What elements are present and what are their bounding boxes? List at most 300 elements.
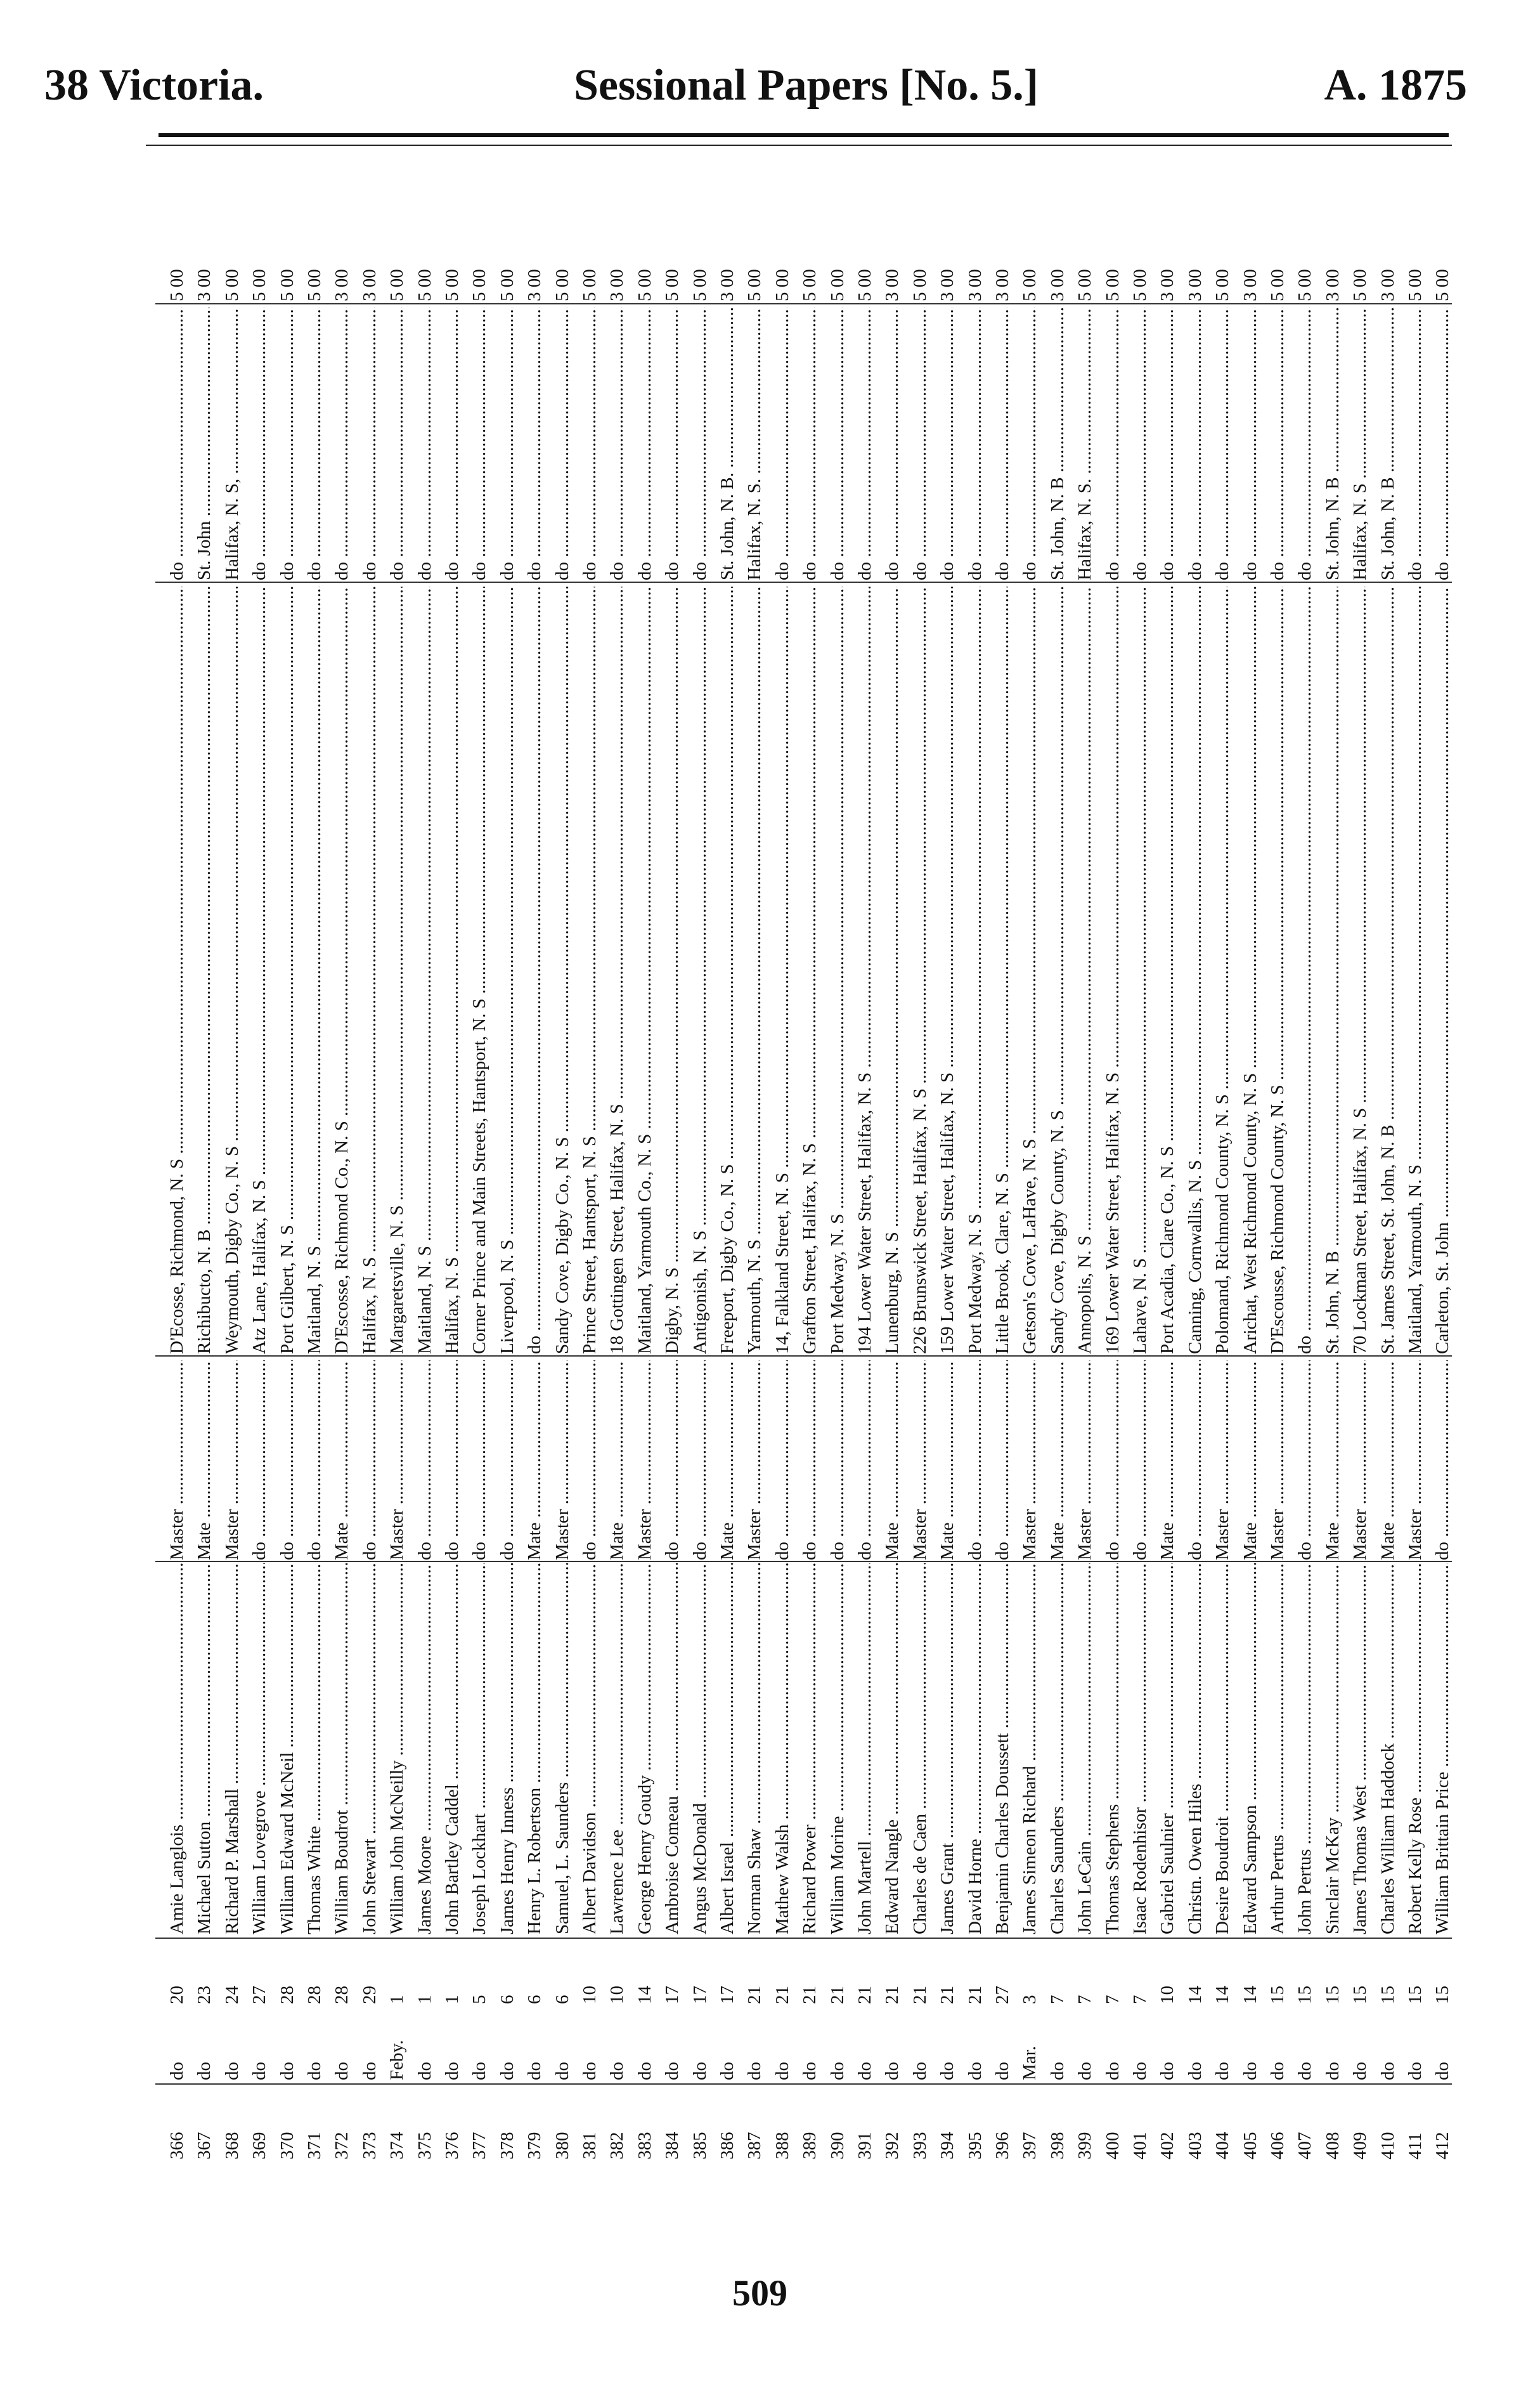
entry-month: do	[662, 2062, 683, 2080]
entry-name: James Henry Inness .....	[497, 1563, 518, 1934]
table-row	[524, 178, 545, 2159]
entry-fee: 5 00	[1405, 269, 1425, 301]
entry-fee: 5 00	[1102, 269, 1123, 301]
entry-examined-at: St. John, N. B .....	[1378, 308, 1399, 580]
entry-day: 21	[909, 1986, 930, 2004]
entry-examined-at: do .....	[415, 308, 436, 580]
entry-address: Canning, Cornwallis, N. S .....	[1185, 587, 1206, 1354]
entry-number: 392	[882, 2132, 903, 2159]
table-row	[910, 178, 931, 2159]
entry-examined-at: do .....	[1185, 308, 1206, 580]
entry-fee: 5 00	[744, 269, 765, 301]
entry-rank: Master .....	[167, 1360, 188, 1560]
entry-rank: do .....	[579, 1360, 600, 1560]
entry-address: Port Medway, N. S .....	[965, 587, 986, 1354]
entry-rank: Mate .....	[524, 1360, 545, 1560]
entry-name: Desire Boudroit .....	[1212, 1563, 1233, 1934]
entry-rank: Mate .....	[607, 1360, 628, 1560]
entry-day: 15	[1322, 1986, 1343, 2004]
entry-rank: do .....	[992, 1360, 1013, 1560]
entry-rank: do .....	[497, 1360, 518, 1560]
entry-rank: do .....	[359, 1360, 380, 1560]
entry-rank: Mate .....	[717, 1360, 738, 1560]
entry-fee: 5 00	[552, 269, 573, 301]
table-row	[579, 178, 600, 2159]
entry-rank: do .....	[304, 1360, 325, 1560]
entry-rank: Mate .....	[882, 1360, 903, 1560]
entry-number: 368	[221, 2132, 242, 2159]
entry-month: do	[827, 2062, 848, 2080]
entry-fee: 5 00	[1019, 269, 1040, 301]
entry-fee: 3 00	[992, 269, 1013, 301]
entry-name: Henry L. Robertson .....	[524, 1563, 545, 1934]
table-row	[1185, 178, 1206, 2159]
entry-address: D'Ecosse, Richmond, N. S .....	[167, 587, 188, 1354]
entry-examined-at: do .....	[387, 308, 408, 580]
entry-examined-at: do .....	[1103, 308, 1123, 580]
entry-address: 226 Brunswick Street, Halifax, N. S .....	[910, 587, 931, 1354]
entry-number: 387	[744, 2132, 765, 2159]
entry-month: do	[937, 2062, 958, 2080]
entry-name: John Bartley Caddel .....	[442, 1563, 463, 1934]
entry-day: 1	[442, 1995, 462, 2004]
entry-month: do	[1377, 2062, 1398, 2080]
table-row	[497, 178, 518, 2159]
table-row	[1350, 178, 1371, 2159]
table-row	[772, 178, 793, 2159]
entry-address: Port Gilbert, N. S .....	[277, 587, 298, 1354]
entry-examined-at: St. John, N. B .....	[1323, 308, 1343, 580]
entry-fee: 3 00	[359, 269, 380, 301]
entry-day: 14	[1212, 1986, 1233, 2004]
table-row	[992, 178, 1013, 2159]
table-row	[1047, 178, 1068, 2159]
entry-day: 15	[1350, 1986, 1371, 2004]
entry-day: 7	[1047, 1995, 1068, 2004]
entry-rank: Master .....	[1405, 1360, 1426, 1560]
entry-examined-at: do .....	[690, 308, 711, 580]
entry-number: 375	[414, 2132, 435, 2159]
entry-month: do	[1184, 2062, 1205, 2080]
entry-month: do	[167, 2062, 187, 2080]
entry-name: Albert Davidson .....	[579, 1563, 600, 1934]
table-row	[167, 178, 188, 2159]
entry-address: Halifax, N. S .....	[442, 587, 463, 1354]
entry-rank: Master .....	[1350, 1360, 1371, 1560]
entry-fee: 5 00	[221, 269, 242, 301]
entry-day: 21	[744, 1986, 765, 2004]
entry-examined-at: do .....	[1432, 308, 1453, 580]
entry-month: Feby.	[387, 2040, 408, 2080]
entry-rank: do .....	[1295, 1360, 1316, 1560]
entry-address: Maitland, N. S .....	[304, 587, 325, 1354]
entry-examined-at: do .....	[1019, 308, 1040, 580]
entry-number: 393	[909, 2132, 930, 2159]
entry-number: 410	[1377, 2132, 1398, 2159]
entry-month: do	[1102, 2062, 1123, 2080]
entry-address: Lahave, N. S .....	[1130, 587, 1151, 1354]
entry-day: 6	[496, 1995, 517, 2004]
entry-number: 390	[827, 2132, 848, 2159]
entry-month: do	[552, 2062, 573, 2080]
entry-address: do .....	[524, 587, 545, 1354]
entry-day: 24	[221, 1986, 242, 2004]
entry-month: do	[496, 2062, 517, 2080]
entry-number: 385	[689, 2132, 710, 2159]
entry-rank: Mate .....	[332, 1360, 353, 1560]
entry-name: Charles Saunders .....	[1047, 1563, 1068, 1934]
entry-month: do	[1157, 2062, 1178, 2080]
entry-examined-at: do .....	[607, 308, 628, 580]
entry-examined-at: do .....	[167, 308, 188, 580]
table-row	[332, 178, 353, 2159]
entry-month: Mar.	[1019, 2046, 1040, 2080]
entry-address: Atz Lane, Halifax, N. S .....	[249, 587, 270, 1354]
entry-number: 402	[1157, 2132, 1178, 2159]
entry-address: Margaretsville, N. S .....	[387, 587, 408, 1354]
entry-rank: do .....	[415, 1360, 436, 1560]
entry-number: 400	[1102, 2132, 1123, 2159]
entry-month: do	[1267, 2062, 1288, 2080]
entry-fee: 3 00	[1239, 269, 1260, 301]
entry-examined-at: do .....	[1295, 308, 1316, 580]
entry-examined-at: Halifax, N. S .....	[1350, 308, 1371, 580]
entry-day: 15	[1295, 1986, 1316, 2004]
entry-number: 411	[1405, 2132, 1425, 2159]
entry-rank: Master .....	[744, 1360, 765, 1560]
entry-address: Yarmouth, N. S .....	[744, 587, 765, 1354]
entry-address: D'Escosse, Richmond Co., N. S .....	[332, 587, 353, 1354]
entry-month: do	[799, 2062, 820, 2080]
entry-examined-at: St. John, N. B. .....	[717, 308, 738, 580]
entry-address: Arichat, West Richmond County, N. S .....	[1240, 587, 1261, 1354]
entry-rank: Mate .....	[937, 1360, 958, 1560]
entry-number: 383	[634, 2132, 655, 2159]
table-row	[855, 178, 876, 2159]
entry-rank: Mate .....	[1240, 1360, 1261, 1560]
entry-fee: 5 00	[1267, 269, 1288, 301]
entry-examined-at: do .....	[524, 308, 545, 580]
entry-fee: 5 00	[662, 269, 683, 301]
entry-rank: do .....	[277, 1360, 298, 1560]
entry-rank: Mate .....	[1323, 1360, 1343, 1560]
entry-address: do .....	[1295, 587, 1316, 1354]
entry-number: 379	[524, 2132, 545, 2159]
entry-address: Little Brook, Clare, N. S .....	[992, 587, 1013, 1354]
entry-day: 17	[717, 1986, 737, 2004]
entry-fee: 5 00	[634, 269, 655, 301]
table-row	[415, 178, 436, 2159]
entry-examined-at: do .....	[772, 308, 793, 580]
entry-number: 398	[1047, 2132, 1068, 2159]
entry-rank: Master .....	[1267, 1360, 1288, 1560]
entry-examined-at: do .....	[855, 308, 876, 580]
entry-rank: do .....	[469, 1360, 490, 1560]
table-row	[304, 178, 325, 2159]
entry-rank: do .....	[1432, 1360, 1453, 1560]
entry-day: 6	[552, 1995, 573, 2004]
table-row	[1075, 178, 1096, 2159]
entry-fee: 5 00	[579, 269, 600, 301]
table-row	[827, 178, 848, 2159]
entry-month: do	[414, 2062, 435, 2080]
entry-examined-at: do .....	[332, 308, 353, 580]
entry-month: do	[1130, 2062, 1150, 2080]
entry-name: James Moore .....	[415, 1563, 436, 1934]
entry-number: 382	[607, 2132, 628, 2159]
entry-fee: 5 00	[1130, 269, 1150, 301]
entry-month: do	[1212, 2062, 1233, 2080]
entry-address: 169 Lower Water Street, Halifax, N. S .....	[1103, 587, 1123, 1354]
entry-examined-at: do .....	[662, 308, 683, 580]
entry-number: 391	[855, 2132, 875, 2159]
entry-month: do	[1075, 2062, 1096, 2080]
entry-month: do	[1432, 2062, 1453, 2080]
entry-examined-at: do .....	[1267, 308, 1288, 580]
entry-address: Lunenburg, N. S .....	[882, 587, 903, 1354]
entry-number: 389	[799, 2132, 820, 2159]
table-row	[249, 178, 270, 2159]
entry-fee: 5 00	[442, 269, 462, 301]
table-row	[222, 178, 243, 2159]
entry-day: 21	[772, 1986, 793, 2004]
entry-day: 7	[1075, 1995, 1096, 2004]
entry-name: Richard P. Marshall .....	[222, 1563, 243, 1934]
entry-name: John LeCain .....	[1075, 1563, 1096, 1934]
entry-fee: 5 00	[689, 269, 710, 301]
entry-day: 17	[662, 1986, 683, 2004]
entry-fee: 3 00	[1377, 269, 1398, 301]
entry-name: William Morine .....	[827, 1563, 848, 1934]
entry-examined-at: Halifax, N. S. .....	[744, 308, 765, 580]
entry-number: 405	[1239, 2132, 1260, 2159]
entry-examined-at: Halifax, N. S, .....	[222, 308, 243, 580]
table-row	[1295, 178, 1316, 2159]
entry-name: Gabriel Saulnier .....	[1157, 1563, 1178, 1934]
entry-fee: 3 00	[1322, 269, 1343, 301]
entry-day: 5	[469, 1995, 490, 2004]
entry-day: 1	[387, 1995, 408, 2004]
entry-examined-at: do .....	[552, 308, 573, 580]
entry-name: Amie Langlois .....	[167, 1563, 188, 1934]
entry-rank: do .....	[965, 1360, 986, 1560]
entry-rank: Mate .....	[1378, 1360, 1399, 1560]
table-row	[1240, 178, 1261, 2159]
table-row	[1378, 178, 1399, 2159]
entry-fee: 5 00	[909, 269, 930, 301]
entry-rank: Master .....	[222, 1360, 243, 1560]
entry-fee: 5 00	[855, 269, 875, 301]
entry-fee: 5 00	[772, 269, 793, 301]
table-row	[1019, 178, 1040, 2159]
entry-number: 412	[1432, 2132, 1453, 2159]
entry-number: 404	[1212, 2132, 1233, 2159]
entry-day: 14	[1184, 1986, 1205, 2004]
entry-name: David Horne .....	[965, 1563, 986, 1934]
entry-number: 367	[194, 2132, 215, 2159]
entry-month: do	[1047, 2062, 1068, 2080]
entry-day: 7	[1130, 1995, 1150, 2004]
entry-name: John Martell .....	[855, 1563, 876, 1934]
entry-number: 371	[304, 2132, 325, 2159]
entry-rank: Master .....	[1075, 1360, 1096, 1560]
entry-day: 3	[1019, 1995, 1040, 2004]
entry-fee: 5 00	[496, 269, 517, 301]
entry-day: 14	[1239, 1986, 1260, 2004]
entry-examined-at: do .....	[579, 308, 600, 580]
table-row	[1130, 178, 1151, 2159]
entry-address: Sandy Cove, Digby Co., N. S .....	[552, 587, 573, 1354]
table-row	[662, 178, 683, 2159]
entry-month: do	[194, 2062, 215, 2080]
table-row	[1405, 178, 1426, 2159]
entry-examined-at: do .....	[359, 308, 380, 580]
entry-month: do	[882, 2062, 903, 2080]
entry-address: Digby, N. S .....	[662, 587, 683, 1354]
entry-fee: 3 00	[194, 269, 215, 301]
entry-address: Halifax, N. S .....	[359, 587, 380, 1354]
table-row	[717, 178, 738, 2159]
entry-address: D'Escousse, Richmond County, N. S .....	[1267, 587, 1288, 1354]
entry-number: 376	[442, 2132, 462, 2159]
entry-number: 395	[964, 2132, 985, 2159]
entry-rank: Master .....	[635, 1360, 656, 1560]
entry-month: do	[1322, 2062, 1343, 2080]
entry-number: 403	[1184, 2132, 1205, 2159]
entry-name: James Simeon Richard .....	[1019, 1563, 1040, 1934]
entry-day: 15	[1405, 1986, 1425, 2004]
table-row	[277, 178, 298, 2159]
entry-rank: do .....	[1103, 1360, 1123, 1560]
entry-month: do	[524, 2062, 545, 2080]
entry-name: James Thomas West .....	[1350, 1563, 1371, 1934]
entry-rank: do .....	[1185, 1360, 1206, 1560]
entry-address: Grafton Street, Halifax, N. S .....	[799, 587, 820, 1354]
entry-rank: do .....	[772, 1360, 793, 1560]
entry-number: 386	[717, 2132, 737, 2159]
entry-examined-at: do .....	[1405, 308, 1426, 580]
header-right: A. 1875	[1324, 61, 1467, 110]
entry-rank: do .....	[662, 1360, 683, 1560]
entry-day: 28	[276, 1986, 297, 2004]
entry-examined-at: Halifax, N. S. .....	[1075, 308, 1096, 580]
entry-examined-at: do .....	[910, 308, 931, 580]
entry-month: do	[332, 2062, 353, 2080]
entry-day: 7	[1102, 1995, 1123, 2004]
entry-month: do	[689, 2062, 710, 2080]
entry-day: 27	[249, 1986, 270, 2004]
entry-examined-at: do .....	[937, 308, 958, 580]
entry-number: 381	[579, 2132, 600, 2159]
entry-address: Annopolis, N. S .....	[1075, 587, 1096, 1354]
entry-day: 15	[1267, 1986, 1288, 2004]
entry-rank: Master .....	[1019, 1360, 1040, 1560]
table-row	[965, 178, 986, 2159]
entry-number: 399	[1075, 2132, 1096, 2159]
entry-address: Port Medway, N. S .....	[827, 587, 848, 1354]
entry-rank: Master .....	[910, 1360, 931, 1560]
entry-month: do	[442, 2062, 462, 2080]
entry-examined-at: do .....	[992, 308, 1013, 580]
entry-day: 6	[524, 1995, 545, 2004]
entry-day: 14	[634, 1986, 655, 2004]
table-row	[1103, 178, 1123, 2159]
entry-month: do	[964, 2062, 985, 2080]
entry-address: Liverpool, N. S .....	[497, 587, 518, 1354]
table-row	[1432, 178, 1453, 2159]
entry-address: Maitland, Yarmouth, N. S .....	[1405, 587, 1426, 1354]
entry-name: William Edward McNeil .....	[277, 1563, 298, 1934]
table-row	[442, 178, 463, 2159]
entry-month: do	[469, 2062, 490, 2080]
entry-fee: 5 00	[167, 269, 187, 301]
entry-fee: 5 00	[469, 269, 490, 301]
entry-month: do	[1405, 2062, 1425, 2080]
entry-examined-at: do .....	[882, 308, 903, 580]
entry-examined-at: do .....	[1240, 308, 1261, 580]
entry-name: Charles William Haddock .....	[1378, 1563, 1399, 1934]
entry-number: 384	[662, 2132, 683, 2159]
entry-fee: 5 00	[799, 269, 820, 301]
entry-name: John Stewart .....	[359, 1563, 380, 1934]
entry-name: James Grant .....	[937, 1563, 958, 1934]
entry-day: 10	[1157, 1986, 1178, 2004]
entry-address: Maitland, Yarmouth Co., N. S .....	[635, 587, 656, 1354]
header-left: 38 Victoria.	[44, 61, 264, 110]
entry-rank: Mate .....	[1047, 1360, 1068, 1560]
entry-fee: 3 00	[964, 269, 985, 301]
table-row	[607, 178, 628, 2159]
entry-month: do	[772, 2062, 793, 2080]
certificates-table	[155, 178, 1452, 2159]
entry-number: 397	[1019, 2132, 1040, 2159]
entry-address: Prince Street, Hantsport, N. S .....	[579, 587, 600, 1354]
entry-fee: 5 00	[1350, 269, 1371, 301]
header-title: Sessional Papers [No. 5.]	[574, 61, 1039, 110]
entry-name: Isaac Rodenhisor .....	[1130, 1563, 1151, 1934]
entry-examined-at: St. John, N. B .....	[1047, 308, 1068, 580]
entry-fee: 5 00	[414, 269, 435, 301]
entry-fee: 3 00	[332, 269, 353, 301]
entry-day: 1	[414, 1995, 435, 2004]
entry-day: 21	[827, 1986, 848, 2004]
entry-name: Angus McDonald .....	[690, 1563, 711, 1934]
entry-rank: do .....	[855, 1360, 876, 1560]
entry-examined-at: do .....	[799, 308, 820, 580]
entry-rank: Master .....	[1212, 1360, 1233, 1560]
entry-day: 21	[882, 1986, 903, 2004]
table-row	[194, 178, 215, 2159]
table-row	[937, 178, 958, 2159]
entry-name: Richard Power .....	[799, 1563, 820, 1934]
entry-fee: 3 00	[717, 269, 737, 301]
table-row	[1267, 178, 1288, 2159]
entry-examined-at: do .....	[469, 308, 490, 580]
entry-day: 17	[689, 1986, 710, 2004]
table-row	[387, 178, 408, 2159]
entry-month: do	[359, 2062, 380, 2080]
entry-month: do	[744, 2062, 765, 2080]
entry-day: 15	[1377, 1986, 1398, 2004]
table-row	[552, 178, 573, 2159]
entry-fee: 3 00	[524, 269, 545, 301]
entry-rank: do .....	[799, 1360, 820, 1560]
table-row	[1157, 178, 1178, 2159]
entry-rank: Master .....	[387, 1360, 408, 1560]
entry-name: Christn. Owen Hiles .....	[1185, 1563, 1206, 1934]
entry-examined-at: do .....	[1157, 308, 1178, 580]
page-number: 509	[732, 2272, 787, 2314]
